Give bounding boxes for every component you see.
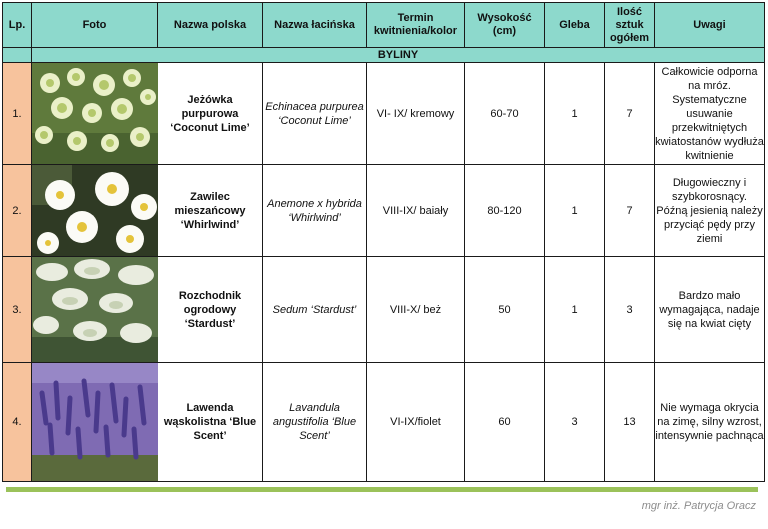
row-soil: 3 [545, 363, 605, 482]
header-name-lat: Nazwa łacińska [263, 3, 367, 48]
row-soil: 1 [545, 257, 605, 363]
header-lp: Lp. [3, 3, 32, 48]
header-name-pl: Nazwa polska [158, 3, 263, 48]
plant-photo [32, 257, 158, 363]
table-row [3, 63, 765, 165]
row-name-pl: Jeżówka purpurowa ‘Coconut Lime’ [158, 63, 263, 165]
row-soil: 1 [545, 63, 605, 165]
row-name-lat: Anemone x hybrida ‘Whirlwind’ [263, 165, 367, 257]
row-term: VI- IX/ kremowy [367, 63, 465, 165]
section-title: BYLINY [32, 48, 765, 63]
row-notes: Całkowicie odporna na mróz. Systematyczne usuwanie przekwitniętych kwiatostanów wydłuża kwitnienie [655, 63, 765, 165]
header-soil: Gleba [545, 3, 605, 48]
echinacea-photo-icon [32, 63, 158, 164]
author-signature: mgr inż. Patrycja Oracz [641, 500, 756, 512]
row-qty: 7 [605, 63, 655, 165]
row-name-pl: Rozchodnik ogrodowy ‘Stardust’ [158, 257, 263, 363]
header-term: Termin kwitnienia/kolor [367, 3, 465, 48]
row-notes: Długowieczny i szybkorosnący. Późną jesienią należy przyciąć pędy przy ziemi [655, 165, 765, 257]
plant-photo [32, 363, 158, 482]
row-qty: 3 [605, 257, 655, 363]
row-name-lat: Echinacea purpurea ‘Coconut Lime’ [263, 63, 367, 165]
header-qty: Ilość sztuk ogółem [605, 3, 655, 48]
section-row [3, 48, 765, 63]
row-name-lat: Sedum ‘Stardust’ [263, 257, 367, 363]
header-photo: Foto [32, 3, 158, 48]
row-name-pl: Lawenda wąskolistna ‘Blue Scent’ [158, 363, 263, 482]
row-notes: Bardzo mało wymagająca, nadaje się na kwiat cięty [655, 257, 765, 363]
plant-photo [32, 165, 158, 257]
row-soil: 1 [545, 165, 605, 257]
section-spacer [3, 48, 32, 63]
row-lp: 4. [3, 363, 32, 482]
table-row [3, 257, 765, 363]
table-row [3, 165, 765, 257]
row-term: VIII-X/ beż [367, 257, 465, 363]
anemone-photo-icon [32, 165, 158, 256]
header-notes: Uwagi [655, 3, 765, 48]
plant-photo [32, 63, 158, 165]
header-height: Wysokość (cm) [465, 3, 545, 48]
row-height: 60-70 [465, 63, 545, 165]
row-height: 50 [465, 257, 545, 363]
row-lp: 2. [3, 165, 32, 257]
sedum-photo-icon [32, 257, 158, 362]
row-qty: 7 [605, 165, 655, 257]
footer-divider [6, 487, 758, 492]
lavender-photo-icon [32, 363, 158, 481]
row-lp: 3. [3, 257, 32, 363]
row-name-pl: Zawilec mieszańcowy ‘Whirlwind’ [158, 165, 263, 257]
row-height: 60 [465, 363, 545, 482]
row-qty: 13 [605, 363, 655, 482]
row-term: VI-IX/fiolet [367, 363, 465, 482]
row-notes: Nie wymaga okrycia na zimę, silny wzrost, intensywnie pachnąca [655, 363, 765, 482]
row-lp: 1. [3, 63, 32, 165]
row-name-lat: Lavandula angustifolia ‘Blue Scent’ [263, 363, 367, 482]
row-term: VIII-IX/ baiały [367, 165, 465, 257]
row-height: 80-120 [465, 165, 545, 257]
plants-table [2, 2, 765, 482]
table-row [3, 363, 765, 482]
table-header-row [3, 3, 765, 48]
